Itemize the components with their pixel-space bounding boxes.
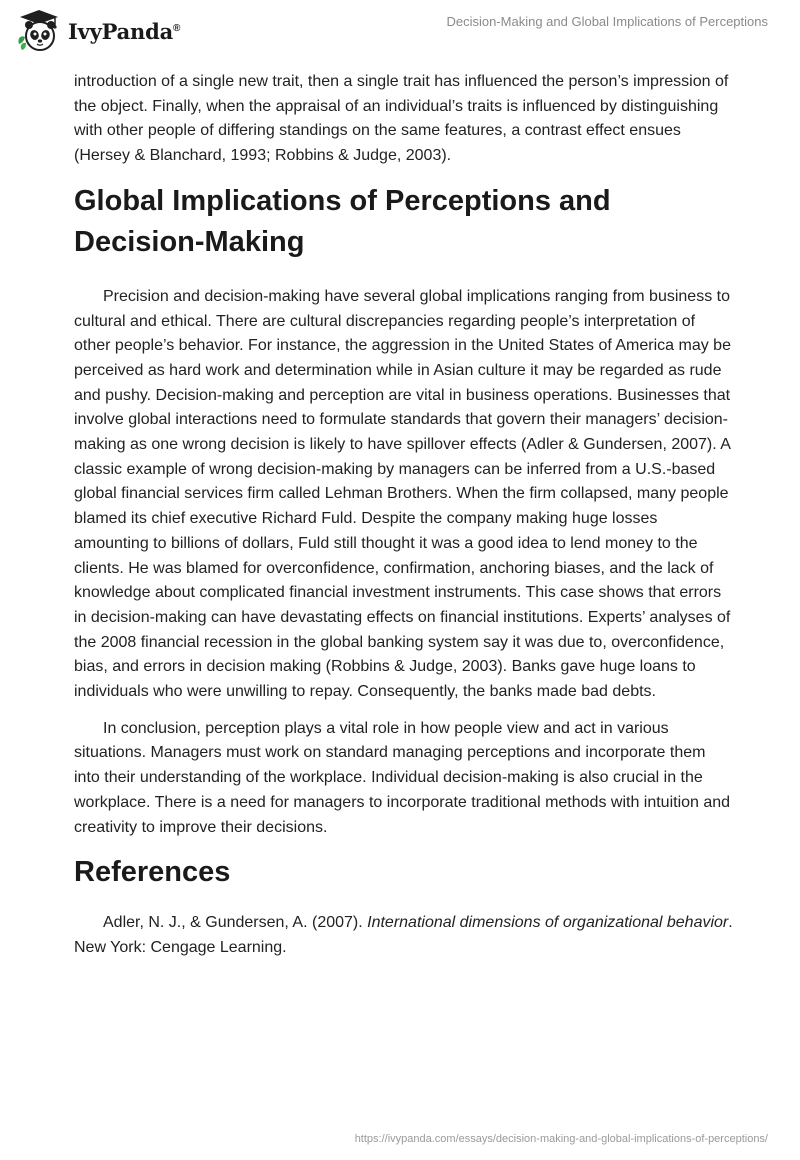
- page-header: [0, 0, 800, 62]
- reference-title: International dimensions of organizational behavior: [367, 914, 729, 932]
- reference-authors: Adler, N. J., & Gundersen, A. (2007).: [103, 914, 368, 932]
- section-heading: Global Implications of Perceptions and Decision-Making: [74, 184, 611, 258]
- body-paragraph-2: In conclusion, perception plays a vital role in how people view and act in various situations. Managers must work on standard managing perceptions and incorporate them into their understanding of the workplace. Individual decision-making is also crucial in the workplace. There is a need for managers to incorporate traditional methods with intuition and creativity to improve their decisions.: [74, 719, 731, 836]
- panda-logo-icon: [16, 8, 62, 54]
- reference-publisher: . New York: Cengage Learning.: [74, 914, 733, 956]
- references-heading: References: [74, 856, 231, 889]
- intro-paragraph: introduction of a single new trait, then a single trait has influenced the person’s impression of the object. Finally, when the appraisal of an individual’s traits is influenced by distinguishing with other people of differing standings on the same features, a contrast effect ensues (Hersey & Blanchard, 1993; Robbins & Judge, 2003).: [74, 73, 729, 165]
- brand-name: IvyPanda®: [68, 18, 181, 44]
- reference-entry: [74, 911, 734, 960]
- document-title: Decision-Making and Global Implications of Perceptions: [446, 14, 768, 29]
- body-paragraph-1: Precision and decision-making have several global implications ranging from business to cultural and ethical. There are cultural discrepancies regarding people’s interpretation of other people’s behavior. For instance, the aggression in the United States of America may be perceived as hard work and determination while in Asian culture it may be regarded as rude and pushy. Decision-making and perception are vital in business operations. Businesses that involve global interactions need to formulate standards that govern their managers’ decision-making as one wrong decision is likely to have spillover effects (Adler & Gundersen, 2007). A classic example of wrong decision-making by managers can be inferred from a U.S.-based global financial services firm called Lehman Brothers. When the firm collapsed, many people blamed its chief executive Richard Fuld. Despite the company making huge losses amounting to billions of dollars, Fuld still thought it was a good idea to lend money to the clients. He was blamed for overconfidence, confirmation, anchoring biases, and the lack of knowledge about complicated financial investment instruments. This case shows that errors in decision-making can have devastating effects on financial institutions. Experts’ analyses of the 2008 financial recession in the global banking system say it was due to, overconfidence, bias, and errors in decision making (Robbins & Judge, 2003). Banks gave huge loans to individuals who were unwilling to repay. Consequently, the banks made bad debts.: [74, 287, 731, 701]
- essay-content: [74, 70, 734, 961]
- ivypanda-logo[interactable]: [16, 8, 180, 54]
- source-url[interactable]: https://ivypanda.com/essays/decision-making-and-global-implications-of-perceptions/: [354, 1133, 768, 1145]
